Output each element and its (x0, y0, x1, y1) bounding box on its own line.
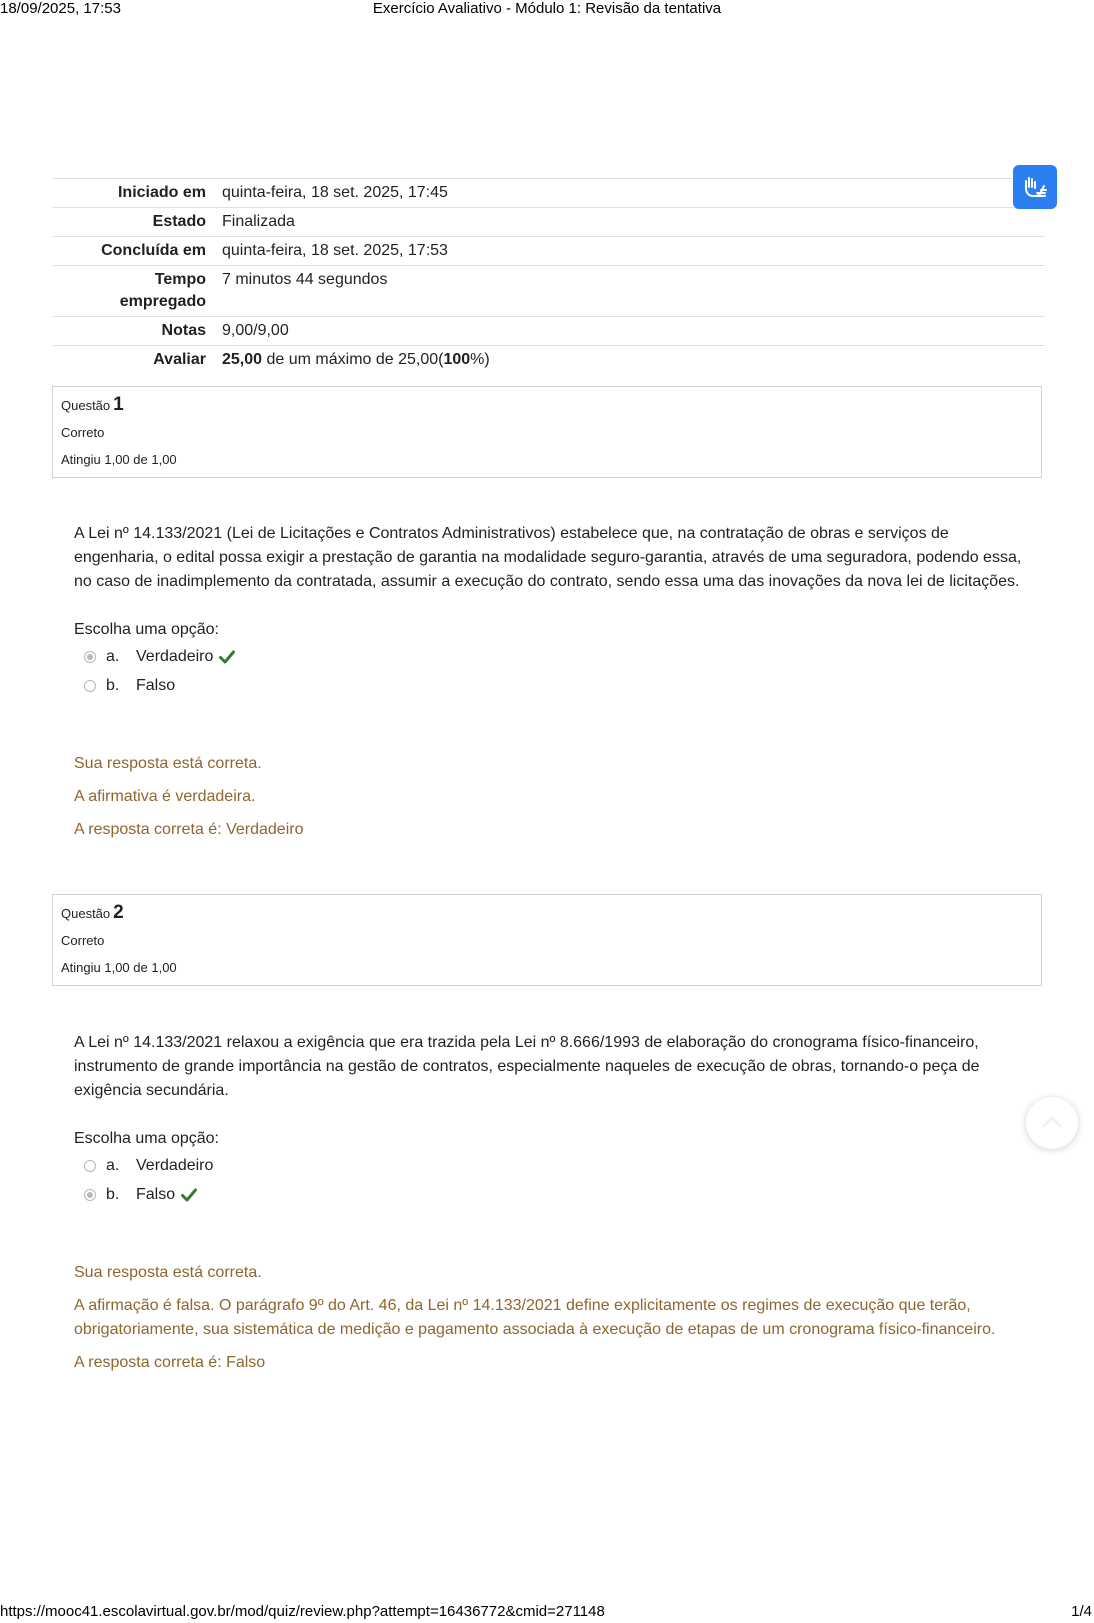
question-1-number (61, 393, 1033, 418)
question-1-info (52, 386, 1042, 478)
print-datetime: 18/09/2025, 17:53 (0, 0, 121, 17)
check-icon (181, 1188, 197, 1202)
summary-row-time (52, 266, 1045, 317)
question-1-mark: Atingiu 1,00 de 1,00 (61, 452, 177, 467)
question-label: Questão (61, 398, 111, 413)
feedback-right-answer: A resposta correta é: Verdadeiro (74, 821, 304, 838)
hand-sign-language-icon (1021, 173, 1049, 201)
grade-label: Avaliar (52, 346, 222, 375)
scroll-to-top-button[interactable] (1026, 1097, 1078, 1149)
summary-row-marks (52, 317, 1045, 346)
option-label: Verdadeiro (136, 1156, 214, 1174)
print-footer (0, 1603, 1094, 1623)
question-2-text: A Lei nº 14.133/2021 relaxou a exigência que era trazida pela Lei nº 8.666/1993 de elaboração do cronograma físico-financeiro, instrumento de grande importância na gestão de contratos, especialmente naqueles de execução de obras, tornando-o peça de exigência secundária. (74, 1034, 980, 1099)
print-url: https://mooc41.escolavirtual.gov.br/mod/quiz/review.php?attempt=16436772&cmid=271148 (0, 1603, 605, 1620)
question-2-content (74, 1031, 1024, 1209)
marks-value: 9,00/9,00 (222, 317, 1045, 346)
radio-button[interactable] (84, 1160, 96, 1172)
grade-middle-text: de um máximo de 25,00( (262, 351, 444, 368)
feedback-general: Sua resposta está correta. (74, 1264, 262, 1281)
started-label: Iniciado em (52, 179, 222, 208)
question-1-prompt: Escolha uma opção: (74, 621, 219, 638)
summary-row-state (52, 208, 1045, 237)
question-number: 2 (113, 902, 124, 923)
feedback-general: Sua resposta está correta. (74, 755, 262, 772)
question-1-feedback (74, 752, 1024, 842)
question-2-mark: Atingiu 1,00 de 1,00 (61, 960, 177, 975)
question-label: Questão (61, 906, 111, 921)
attempt-summary-table (52, 178, 1045, 374)
print-page-title: Exercício Avaliativo - Módulo 1: Revisão da tentativa (372, 0, 722, 17)
marks-label: Notas (52, 317, 222, 346)
question-2-status: Correto (61, 933, 105, 948)
question-1-content (74, 522, 1024, 700)
grade-score: 25,00 (222, 351, 263, 368)
option-label: Verdadeiro (136, 647, 214, 665)
completed-value: quinta-feira, 18 set. 2025, 17:53 (222, 237, 1045, 266)
state-label: Estado (52, 208, 222, 237)
print-page-number: 1/4 (1071, 1603, 1092, 1620)
question-1-option-a[interactable] (74, 642, 1024, 671)
radio-button-selected[interactable] (84, 1189, 96, 1201)
check-icon (219, 650, 235, 664)
grade-value (222, 346, 1045, 375)
started-value: quinta-feira, 18 set. 2025, 17:45 (222, 179, 1045, 208)
time-label (52, 266, 222, 317)
question-1-option-b[interactable] (74, 671, 1024, 700)
feedback-explanation: A afirmativa é verdadeira. (74, 788, 256, 805)
feedback-right-answer: A resposta correta é: Falso (74, 1354, 266, 1371)
option-letter: a. (106, 647, 120, 665)
option-letter: a. (106, 1156, 120, 1174)
summary-row-started (52, 179, 1045, 208)
summary-row-completed (52, 237, 1045, 266)
question-number: 1 (113, 394, 124, 415)
grade-end-text: %) (470, 351, 490, 368)
question-1-status: Correto (61, 425, 105, 440)
question-1-text: A Lei nº 14.133/2021 (Lei de Licitações e Contratos Administrativos) estabelece que, na contratação de obras e serviços de engenharia, o edital possa exigir a prestação de garantia na modalidade seguro-garantia, através de uma seguradora, podendo essa, no caso de inadimplemento da contratada, assumir a execução do contrato, sendo essa uma das inovações da nova lei de licitações. (74, 525, 1022, 590)
question-2-info (52, 894, 1042, 986)
state-value: Finalizada (222, 208, 1045, 237)
scroll-up-icon (1039, 1110, 1065, 1136)
question-2-number (61, 901, 1033, 926)
print-header (0, 0, 1094, 20)
option-letter: b. (106, 1185, 120, 1203)
grade-percent: 100 (443, 351, 471, 368)
question-2-prompt: Escolha uma opção: (74, 1130, 219, 1147)
option-letter: b. (106, 676, 120, 694)
question-2-option-a[interactable] (74, 1151, 1024, 1180)
time-value: 7 minutos 44 segundos (222, 266, 1045, 317)
feedback-explanation: A afirmação é falsa. O parágrafo 9º do Art. 46, da Lei nº 14.133/2021 define explicitamente os regimes de execução que terão, obrigatoriamente, sua sistemática de medição e pagamento associada à execução de etapas de um cronograma físico-financeiro. (74, 1297, 996, 1338)
accessibility-button[interactable] (1013, 165, 1057, 209)
radio-button-selected[interactable] (84, 651, 96, 663)
time-label-line-1: Tempo (154, 271, 206, 288)
option-label: Falso (136, 676, 176, 694)
completed-label: Concluída em (52, 237, 222, 266)
radio-button[interactable] (84, 680, 96, 692)
time-label-line-2: empregado (119, 293, 206, 310)
option-label: Falso (136, 1185, 176, 1203)
question-2-feedback (74, 1261, 1024, 1375)
question-2-option-b[interactable] (74, 1180, 1024, 1209)
summary-row-grade (52, 346, 1045, 375)
